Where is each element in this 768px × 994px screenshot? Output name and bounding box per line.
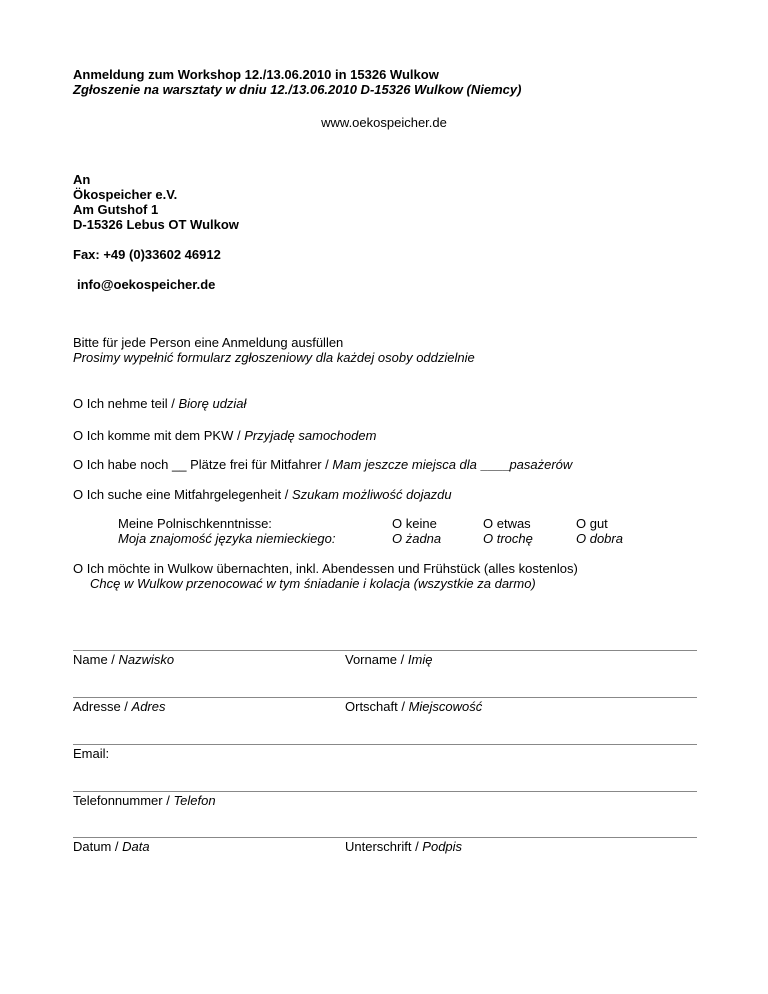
skills-none-de[interactable]: O keine: [392, 516, 437, 531]
website-link[interactable]: www.oekospeicher.de: [321, 115, 447, 130]
field-date[interactable]: [73, 839, 150, 854]
title-pl: Zgłoszenie na warsztaty w dniu 12./13.06.2010 D-15326 Wulkow (Niemcy): [73, 82, 522, 97]
field-address[interactable]: [73, 699, 166, 714]
instruction-de: Bitte für jede Person eine Anmeldung ausfüllen: [73, 335, 344, 350]
seats-blank[interactable]: ____: [480, 457, 510, 472]
title-de: Anmeldung zum Workshop 12./13.06.2010 in 15326 Wulkow: [73, 67, 439, 82]
field-name-pl: Nazwisko: [118, 652, 175, 667]
skills-label-pl: Moja znajomość języka niemieckiego:: [118, 531, 336, 546]
address-street: Am Gutshof 1: [73, 202, 159, 217]
skills-good-de[interactable]: O gut: [576, 516, 608, 531]
field-address-pl: Adres: [131, 699, 166, 714]
field-line-email: [73, 744, 697, 745]
field-name[interactable]: [73, 652, 174, 667]
field-line-date: [73, 837, 697, 838]
field-signature-de: Unterschrift /: [345, 839, 423, 854]
skills-some-de[interactable]: O etwas: [483, 516, 531, 531]
field-phone-de: Telefonnummer /: [73, 793, 174, 808]
option-ride[interactable]: [73, 487, 452, 502]
option-participate-pl: Biorę udział: [178, 396, 247, 411]
address-to: An: [73, 172, 91, 187]
option-seats-pl: Mam jeszcze miejsca dla: [332, 457, 481, 472]
option-seats[interactable]: [73, 457, 572, 472]
field-signature-pl: Podpis: [422, 839, 463, 854]
skills-some-pl[interactable]: O trochę: [483, 531, 533, 546]
field-firstname-de: Vorname /: [345, 652, 408, 667]
field-line-address: [73, 697, 697, 698]
field-phone-pl: Telefon: [173, 793, 216, 808]
skills-none-pl[interactable]: O żadna: [392, 531, 442, 546]
field-firstname-pl: Imię: [407, 652, 433, 667]
option-seats-de: O Ich habe noch __ Plätze frei für Mitfahrer /: [73, 457, 333, 472]
option-ride-pl: Szukam możliwość dojazdu: [291, 487, 452, 502]
field-town[interactable]: [345, 699, 482, 714]
address-city: D-15326 Lebus OT Wulkow: [73, 217, 239, 232]
option-participate[interactable]: [73, 396, 246, 411]
field-town-de: Ortschaft /: [345, 699, 409, 714]
field-date-pl: Data: [122, 839, 150, 854]
option-car[interactable]: [73, 428, 376, 443]
field-signature[interactable]: [345, 839, 462, 854]
option-ride-de: O Ich suche eine Mitfahrgelegenheit /: [73, 487, 292, 502]
skills-good-pl[interactable]: O dobra: [576, 531, 623, 546]
address-org: Ökospeicher e.V.: [73, 187, 178, 202]
option-participate-de: O Ich nehme teil /: [73, 396, 179, 411]
field-firstname[interactable]: [345, 652, 432, 667]
field-name-de: Name /: [73, 652, 119, 667]
field-phone[interactable]: [73, 793, 216, 808]
option-overnight-de[interactable]: O Ich möchte in Wulkow übernachten, inkl. Abendessen und Frühstück (alles kostenlos): [73, 561, 578, 576]
option-overnight-pl: Chcę w Wulkow przenocować w tym śniadanie i kolacja (wszystkie za darmo): [90, 576, 536, 591]
field-line-name: [73, 650, 697, 651]
field-date-de: Datum /: [73, 839, 123, 854]
instruction-pl: Prosimy wypełnić formularz zgłoszeniowy dla każdej osoby oddzielnie: [73, 350, 475, 365]
option-seats-pl-end: pasażerów: [509, 457, 573, 472]
field-line-phone: [73, 791, 697, 792]
address-fax: Fax: +49 (0)33602 46912: [73, 247, 221, 262]
field-address-de: Adresse /: [73, 699, 132, 714]
option-car-de: O Ich komme mit dem PKW /: [73, 428, 245, 443]
field-email[interactable]: Email:: [73, 746, 110, 761]
address-email[interactable]: info@oekospeicher.de: [77, 277, 216, 292]
field-town-pl: Miejscowość: [408, 699, 483, 714]
skills-label-de: Meine Polnischkenntnisse:: [118, 516, 272, 531]
option-car-pl: Przyjadę samochodem: [244, 428, 377, 443]
